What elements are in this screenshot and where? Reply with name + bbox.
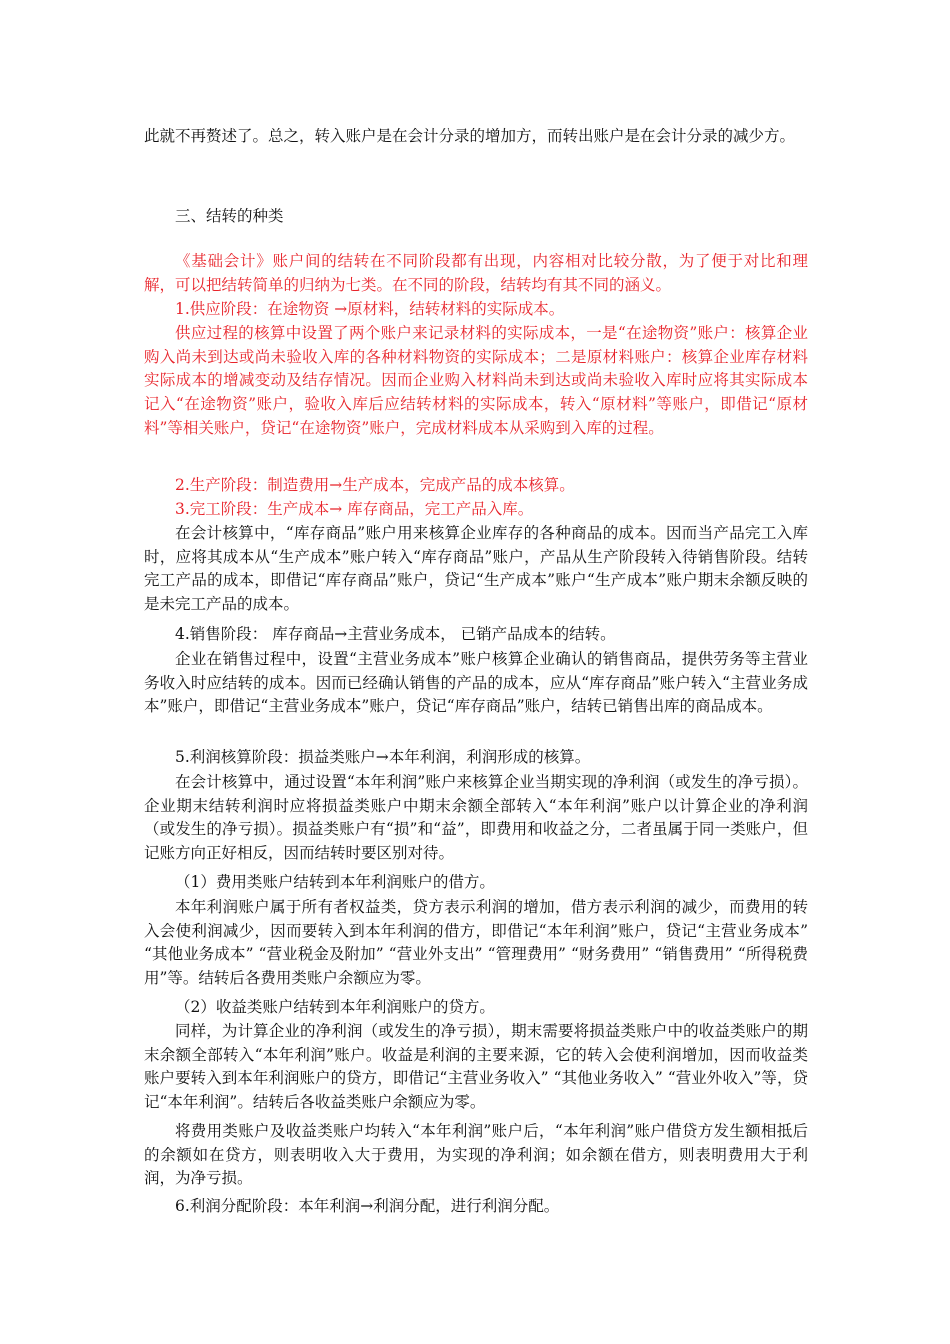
stage2-title: 2.生产阶段：制造费用→生产成本，完成产品的成本核算。 [175, 476, 575, 494]
stage3-title: 3.完工阶段：生产成本→ 库存商品，完工产品入库。 [175, 500, 534, 518]
intro-paragraph: 此就不再赘述了。总之，转入账户是在会计分录的增加方，而转出账户是在会计分录的减少方。 [144, 127, 796, 145]
subsection1-body: 本年利润账户属于所有者权益类，贷方表示利润的增加，借方表示利润的减少，而费用的转入会使利润减少，因而要转入到本年利润的借方，即借记“本年利润”账户，贷记“主营业务成本” “其他业务成本” “营业税金及附加” “营业外支出” “管理费用” “财务费用” “销售费用” “所得税费用”等。结转后各费用类账户余额应为零。 [144, 898, 808, 988]
stage4-body: 企业在销售过程中，设置“主营业务成本”账户核算企业确认的销售商品，提供劳务等主营业务收入时应结转的成本。因而已经确认销售的产品的成本，应从“库存商品”账户转入“主营业务成本”账户，即借记“主营业务成本”账户，贷记“库存商品”账户，结转已销售出库的商品成本。 [144, 650, 808, 716]
stage1-body: 供应过程的核算中设置了两个账户来记录材料的实际成本，一是“在途物资”账户：核算企业购入尚未到达或尚未验收入库的各种材料物资的实际成本；二是原材料账户：核算企业库存材料实际成本的增减变动及结存情况。因而企业购入材料尚未到达或尚未验收入库时应将其实际成本记入“在途物资”账户，验收入库后应结转材料的实际成本，转入“原材料”等账户，即借记“原材料”等相关账户，贷记“在途物资”账户，完成材料成本从采购到入库的过程。 [144, 324, 808, 437]
subsection1-title: （1）费用类账户结转到本年利润账户的借方。 [175, 873, 495, 891]
stage1-title: 1.供应阶段：在途物资 →原材料，结转材料的实际成本。 [175, 300, 565, 318]
stage6-title: 6.利润分配阶段：本年利润→利润分配，进行利润分配。 [175, 1197, 560, 1215]
overview-paragraph: 《基础会计》账户间的结转在不同阶段都有出现，内容相对比较分散，为了便于对比和理解，可以把结转简单的归纳为七类。在不同的阶段，结转均有其不同的涵义。 [144, 252, 808, 294]
subsection2-title: （2）收益类账户结转到本年利润账户的贷方。 [175, 998, 495, 1016]
section-heading: 三、结转的种类 [175, 207, 284, 225]
stage5-body: 在会计核算中，通过设置“本年利润”账户来核算企业当期实现的净利润（或发生的净亏损）。企业期末结转利润时应将损益类账户中期末余额全部转入“本年利润”账户以计算企业的净利润（或发生的净亏损）。损益类账户有“损”和“益”，即费用和收益之分，二者虽属于同一类账户，但记账方向正好相反，因而结转时要区别对待。 [144, 773, 808, 863]
net-profit-paragraph: 将费用类账户及收益类账户均转入“本年利润”账户后，“本年利润”账户借贷方发生额相抵后的余额如在贷方，则表明收入大于费用，为实现的净利润；如余额在借方，则表明费用大于利润，为净亏损。 [144, 1122, 808, 1188]
stage4-title: 4.销售阶段： 库存商品→主营业务成本， 已销产品成本的结转。 [175, 625, 616, 643]
stage3-body: 在会计核算中，“库存商品”账户用来核算企业库存的各种商品的成本。因而当产品完工入库时，应将其成本从“生产成本”账户转入“库存商品”账户，产品从生产阶段转入待销售阶段。结转完工产品的成本，即借记“库存商品”账户，贷记“生产成本”账户“生产成本”账户期末余额反映的是未完工产品的成本。 [144, 524, 808, 614]
subsection2-body: 同样，为计算企业的净利润（或发生的净亏损），期末需要将损益类账户中的收益类账户的期末余额全部转入“本年利润”账户。收益是利润的主要来源，它的转入会使利润增加，因而收益类账户要转入到本年利润账户的贷方，即借记“主营业务收入” “其他业务收入” “营业外收入”等，贷记“本年利润”。结转后各收益类账户余额应为零。 [144, 1022, 808, 1112]
stage5-title: 5.利润核算阶段：损益类账户→本年利润，利润形成的核算。 [175, 748, 591, 766]
